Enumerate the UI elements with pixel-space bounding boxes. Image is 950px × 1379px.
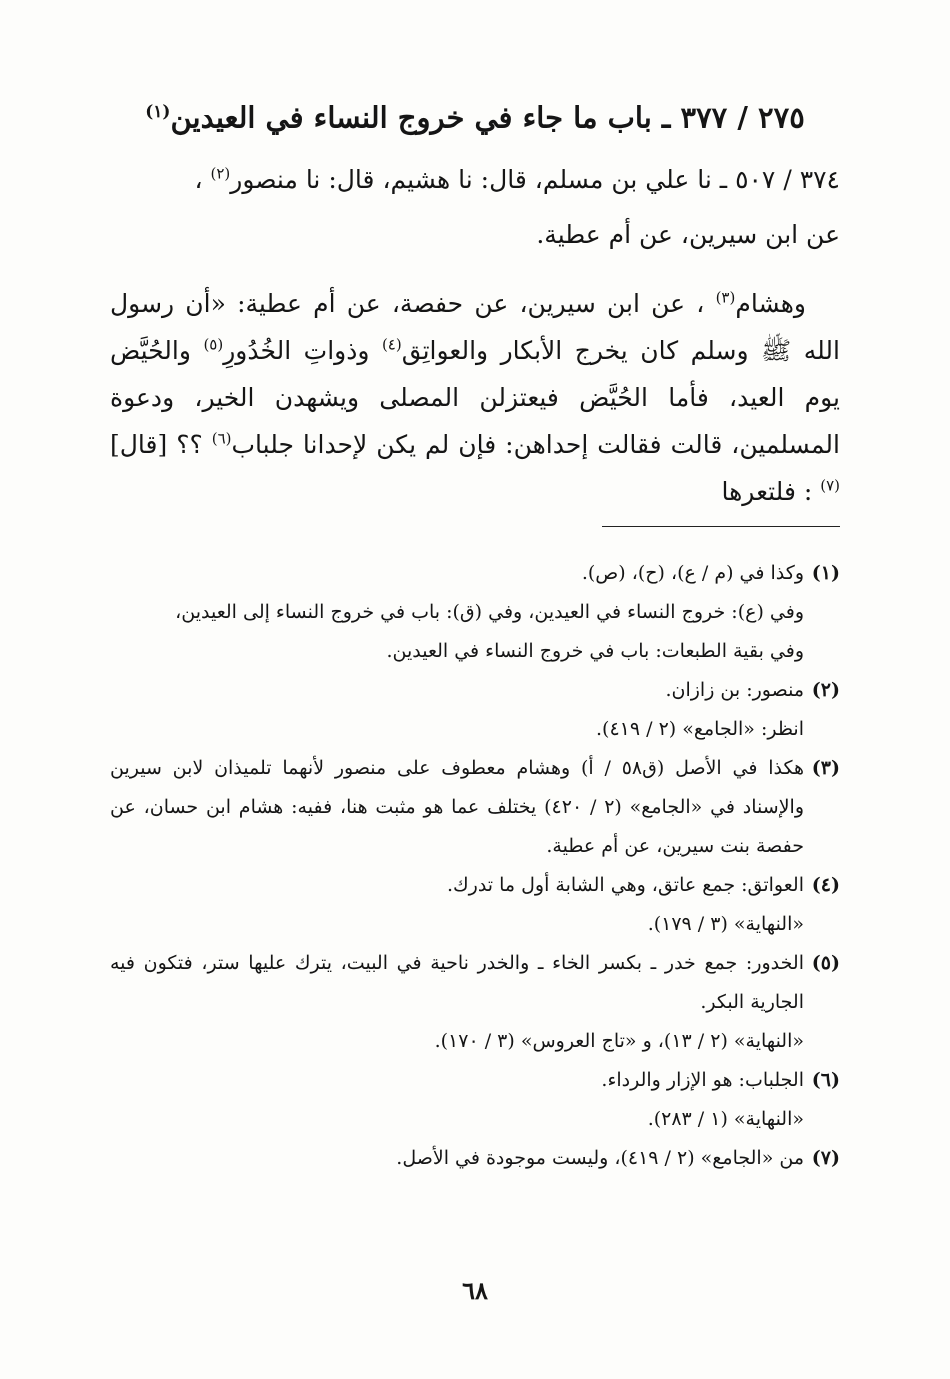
page-number: ٦٨: [462, 1276, 488, 1305]
footnote-3: [110, 749, 840, 866]
footnote-4: [110, 866, 840, 944]
footnote-line: من «الجامع» (٢ / ٤١٩)، وليست موجودة في الأصل.: [396, 1147, 804, 1169]
matn-part-4: والحُيَّض يوم العيد، فأما الحُيَّض فيعتزلن المصلى ويشهدن الخير، ودعوة المسلمين، قالت فقالت إحداهن: فإن لم يكن لإحدانا جلباب: [110, 335, 840, 459]
matn-part-5: ؟؟ [قال]: [110, 429, 212, 459]
footnote-ref-3[interactable]: (٣): [715, 288, 736, 307]
footnote-number: (٦): [811, 1069, 840, 1091]
footnote-separator: [602, 526, 840, 527]
hadith-isnad: [110, 152, 840, 262]
matn-part-2: ، عن ابن سيرين، عن حفصة، عن أم عطية: «أن رسول الله ﷺ وسلم كان يخرج الأبكار والعواتِق: [110, 288, 840, 365]
footnote-line: انظر: «الجامع» (٢ / ٤١٩).: [596, 718, 804, 740]
footnote-line: هكذا في الأصل (ق٥٨ / أ) وهشام معطوف على منصور لأنهما تلميذان لابن سيرين والإسناد في «الجامع» (٢ / ٤٢٠) يختلف عما هو مثبت هنا، ففيه: هشام ابن حسان، عن حفصة بنت سيرين، عن أم عطية.: [110, 757, 804, 857]
footnote-number: (٥): [811, 952, 840, 974]
footnote-ref-6[interactable]: (٦): [211, 429, 232, 448]
footnote-number: (٢): [811, 679, 840, 701]
footnote-number: (٧): [811, 1147, 840, 1169]
matn-part-6: : فلتعرها: [721, 476, 821, 506]
footnote-line: العواتق: جمع عاتق، وهي الشابة أول ما تدرك.: [446, 874, 804, 896]
footnote-ref-1[interactable]: (١): [145, 102, 171, 122]
isnad-comma: ،: [194, 164, 211, 194]
footnote-1: [110, 554, 840, 671]
isnad-line-2: عن ابن سيرين، عن أم عطية.: [536, 219, 840, 249]
matn-part-3: وذواتِ الخُدُورِ: [223, 335, 382, 365]
footnote-line: وفي (ع): خروج النساء في العيدين، وفي (ق): باب في خروج النساء إلى العيدين،: [175, 601, 804, 623]
footnote-number: (٣): [811, 757, 840, 779]
footnote-6: [110, 1061, 840, 1139]
footnote-line: منصور: بن زازان.: [665, 679, 804, 701]
isnad-text: ٣٧٤ / ٥٠٧ ـ نا علي بن مسلم، قال: نا هشيم، قال: نا منصور: [230, 164, 840, 194]
hadith-text: [110, 280, 840, 515]
footnote-ref-2[interactable]: (٢): [210, 164, 231, 183]
chapter-title: [110, 92, 840, 138]
footnote-ref-7[interactable]: (٧): [820, 476, 840, 495]
footnote-7: [110, 1139, 840, 1178]
footnote-number: (١): [811, 562, 840, 584]
footnotes: [110, 554, 840, 1178]
footnote-line: وكذا في (م / ع)، (ح)، (ص).: [581, 562, 804, 584]
footnote-number: (٤): [811, 874, 840, 896]
footnote-2: [110, 671, 840, 749]
matn-part-1: وهشام: [735, 288, 806, 318]
footnote-line: الجلباب: هو الإزار والرداء.: [601, 1069, 804, 1091]
isnad-line-1: [110, 152, 840, 207]
chapter-title-text: ٢٧٥ / ٣٧٧ ـ باب ما جاء في خروج النساء في العيدين: [170, 100, 805, 135]
footnote-ref-5[interactable]: (٥): [203, 335, 224, 354]
footnote-line: الخدور: جمع خدر ـ بكسر الخاء ـ والخدر ناحية في البيت، يترك عليها ستر، فتكون فيه الجارية البكر.: [110, 952, 804, 1013]
book-page: [110, 92, 840, 1339]
footnote-5: [110, 944, 840, 1061]
footnote-ref-4[interactable]: (٤): [381, 335, 402, 354]
footnote-line: «النهاية» (١ / ٢٨٣).: [647, 1108, 804, 1130]
footnote-line: «النهاية» (٢ / ١٣)، و «تاج العروس» (٣ / ١٧٠).: [434, 1030, 804, 1052]
footnote-line: «النهاية» (٣ / ١٧٩).: [647, 913, 804, 935]
footnote-line: وفي بقية الطبعات: باب في خروج النساء في العيدين.: [386, 640, 804, 662]
